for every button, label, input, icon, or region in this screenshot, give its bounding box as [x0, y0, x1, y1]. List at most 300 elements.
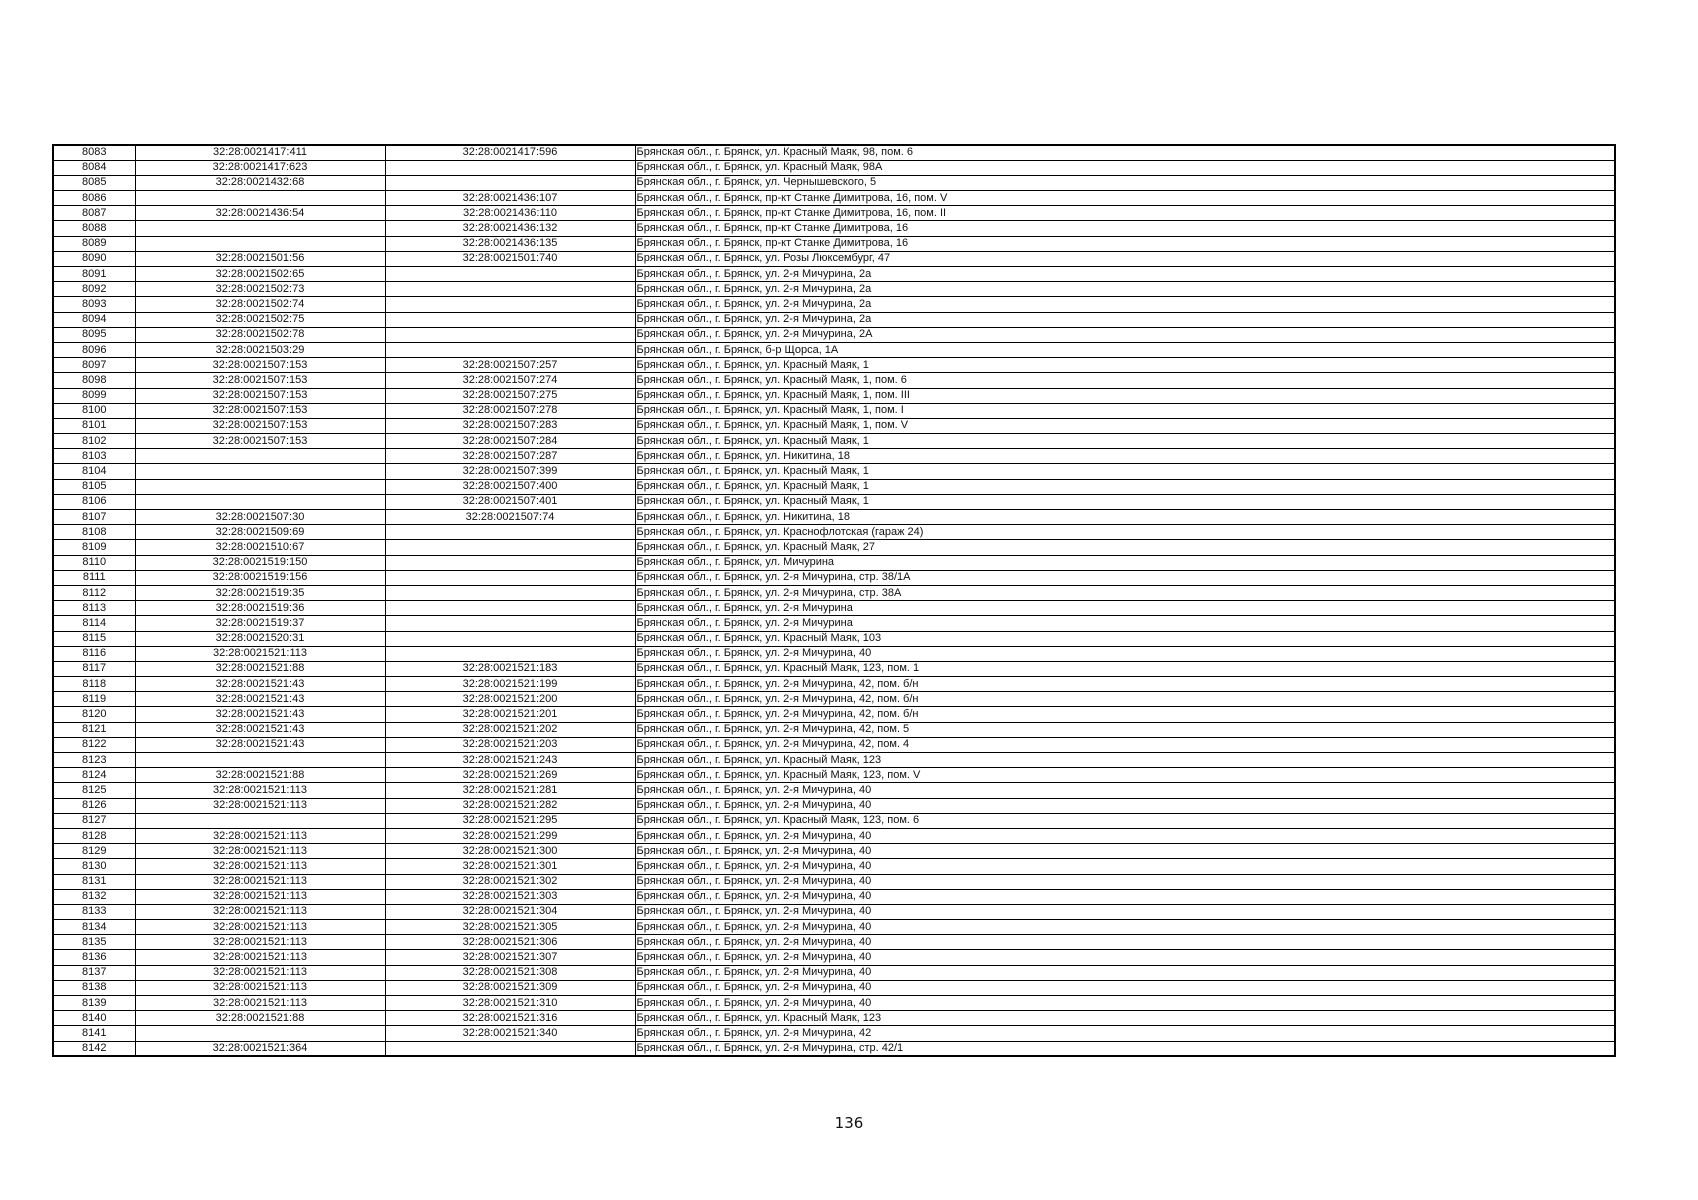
- table-row: [53, 479, 1615, 494]
- parcel-number-cell: 32:28:0021521:113: [135, 646, 385, 661]
- row-number-cell: 8120: [53, 707, 135, 722]
- address-cell: Брянская обл., г. Брянск, ул. Красный Маяк, 1: [635, 464, 1615, 479]
- parcel-number-cell: 32:28:0021501:56: [135, 251, 385, 266]
- object-number-cell: [385, 327, 635, 342]
- object-number-cell: 32:28:0021501:740: [385, 251, 635, 266]
- parcel-number-cell: [135, 1026, 385, 1041]
- row-number-cell: 8105: [53, 479, 135, 494]
- parcel-number-cell: 32:28:0021519:37: [135, 616, 385, 631]
- row-number-cell: 8117: [53, 661, 135, 676]
- table-row: [53, 236, 1615, 251]
- address-cell: Брянская обл., г. Брянск, ул. 2-я Мичурина, 42, пом. б/н: [635, 677, 1615, 692]
- row-number-cell: 8096: [53, 342, 135, 357]
- object-number-cell: [385, 160, 635, 175]
- row-number-cell: 8113: [53, 601, 135, 616]
- address-cell: Брянская обл., г. Брянск, ул. 2-я Мичурина, 40: [635, 996, 1615, 1011]
- object-number-cell: 32:28:0021521:282: [385, 798, 635, 813]
- object-number-cell: 32:28:0021521:202: [385, 722, 635, 737]
- object-number-cell: 32:28:0021521:308: [385, 965, 635, 980]
- table-row: [53, 358, 1615, 373]
- row-number-cell: 8092: [53, 282, 135, 297]
- row-number-cell: 8106: [53, 494, 135, 509]
- table-row: [53, 859, 1615, 874]
- row-number-cell: 8133: [53, 904, 135, 919]
- row-number-cell: 8101: [53, 418, 135, 433]
- object-number-cell: 32:28:0021507:399: [385, 464, 635, 479]
- address-cell: Брянская обл., г. Брянск, ул. 2-я Мичурина, 40: [635, 950, 1615, 965]
- address-cell: Брянская обл., г. Брянск, ул. 2-я Мичурина, 40: [635, 844, 1615, 859]
- table-row: [53, 510, 1615, 525]
- table-row: [53, 828, 1615, 843]
- row-number-cell: 8131: [53, 874, 135, 889]
- parcel-number-cell: [135, 464, 385, 479]
- parcel-number-cell: 32:28:0021507:153: [135, 388, 385, 403]
- row-number-cell: 8110: [53, 555, 135, 570]
- address-cell: Брянская обл., г. Брянск, ул. Красный Маяк, 1, пом. III: [635, 388, 1615, 403]
- object-number-cell: [385, 267, 635, 282]
- table-row: [53, 935, 1615, 950]
- table-row: [53, 373, 1615, 388]
- table-row: [53, 783, 1615, 798]
- address-cell: Брянская обл., г. Брянск, ул. 2-я Мичурина, 40: [635, 904, 1615, 919]
- parcel-number-cell: [135, 236, 385, 251]
- address-cell: Брянская обл., г. Брянск, ул. 2-я Мичурина, 40: [635, 980, 1615, 995]
- address-cell: Брянская обл., г. Брянск, пр-кт Станке Димитрова, 16: [635, 221, 1615, 236]
- parcel-number-cell: 32:28:0021521:43: [135, 707, 385, 722]
- parcel-number-cell: 32:28:0021521:113: [135, 828, 385, 843]
- table-row: [53, 996, 1615, 1011]
- row-number-cell: 8098: [53, 373, 135, 388]
- parcel-number-cell: [135, 813, 385, 828]
- address-cell: Брянская обл., г. Брянск, ул. Красный Маяк, 1: [635, 434, 1615, 449]
- parcel-number-cell: 32:28:0021432:68: [135, 175, 385, 190]
- parcel-number-cell: 32:28:0021519:156: [135, 570, 385, 585]
- row-number-cell: 8121: [53, 722, 135, 737]
- object-number-cell: 32:28:0021521:183: [385, 661, 635, 676]
- parcel-number-cell: 32:28:0021521:113: [135, 980, 385, 995]
- table-body: [53, 145, 1615, 1056]
- address-cell: Брянская обл., г. Брянск, ул. 2-я Мичурина, 40: [635, 646, 1615, 661]
- row-number-cell: 8091: [53, 267, 135, 282]
- address-cell: Брянская обл., г. Брянск, ул. Красный Маяк, 123, пом. 1: [635, 661, 1615, 676]
- object-number-cell: 32:28:0021507:400: [385, 479, 635, 494]
- object-number-cell: 32:28:0021521:304: [385, 904, 635, 919]
- row-number-cell: 8090: [53, 251, 135, 266]
- row-number-cell: 8097: [53, 358, 135, 373]
- address-cell: Брянская обл., г. Брянск, ул. Красный Маяк, 123: [635, 1011, 1615, 1026]
- address-cell: Брянская обл., г. Брянск, ул. 2-я Мичурина: [635, 601, 1615, 616]
- object-number-cell: 32:28:0021507:275: [385, 388, 635, 403]
- row-number-cell: 8083: [53, 145, 135, 160]
- parcel-number-cell: 32:28:0021519:150: [135, 555, 385, 570]
- row-number-cell: 8138: [53, 980, 135, 995]
- table-row: [53, 1011, 1615, 1026]
- table-row: [53, 722, 1615, 737]
- object-number-cell: [385, 540, 635, 555]
- parcel-number-cell: [135, 221, 385, 236]
- row-number-cell: 8135: [53, 935, 135, 950]
- row-number-cell: 8095: [53, 327, 135, 342]
- object-number-cell: 32:28:0021521:309: [385, 980, 635, 995]
- parcel-number-cell: 32:28:0021519:36: [135, 601, 385, 616]
- parcel-number-cell: 32:28:0021507:153: [135, 403, 385, 418]
- row-number-cell: 8123: [53, 753, 135, 768]
- address-cell: Брянская обл., г. Брянск, ул. 2-я Мичурина, 40: [635, 920, 1615, 935]
- row-number-cell: 8140: [53, 1011, 135, 1026]
- address-cell: Брянская обл., г. Брянск, ул. 2-я Мичурина, 2а: [635, 267, 1615, 282]
- object-number-cell: 32:28:0021436:132: [385, 221, 635, 236]
- object-number-cell: [385, 570, 635, 585]
- address-cell: Брянская обл., г. Брянск, пр-кт Станке Димитрова, 16, пом. II: [635, 206, 1615, 221]
- table-row: [53, 1041, 1615, 1056]
- parcel-number-cell: 32:28:0021502:74: [135, 297, 385, 312]
- object-number-cell: [385, 342, 635, 357]
- row-number-cell: 8142: [53, 1041, 135, 1056]
- row-number-cell: 8118: [53, 677, 135, 692]
- parcel-number-cell: 32:28:0021521:113: [135, 935, 385, 950]
- parcel-number-cell: 32:28:0021519:35: [135, 585, 385, 600]
- row-number-cell: 8093: [53, 297, 135, 312]
- parcel-number-cell: 32:28:0021521:113: [135, 798, 385, 813]
- object-number-cell: 32:28:0021507:284: [385, 434, 635, 449]
- table-row: [53, 920, 1615, 935]
- table-row: [53, 661, 1615, 676]
- address-cell: Брянская обл., г. Брянск, ул. 2-я Мичурина, 42, пом. 4: [635, 737, 1615, 752]
- row-number-cell: 8102: [53, 434, 135, 449]
- table-row: [53, 753, 1615, 768]
- table-row: [53, 692, 1615, 707]
- object-number-cell: [385, 585, 635, 600]
- address-cell: Брянская обл., г. Брянск, б-р Щорса, 1А: [635, 342, 1615, 357]
- address-cell: Брянская обл., г. Брянск, ул. 2-я Мичурина, 40: [635, 828, 1615, 843]
- table-row: [53, 646, 1615, 661]
- page-number: 136: [834, 1114, 864, 1132]
- table-row: [53, 570, 1615, 585]
- table-row: [53, 403, 1615, 418]
- row-number-cell: 8112: [53, 585, 135, 600]
- address-cell: Брянская обл., г. Брянск, ул. Красный Маяк, 27: [635, 540, 1615, 555]
- table-row: [53, 434, 1615, 449]
- object-number-cell: 32:28:0021521:340: [385, 1026, 635, 1041]
- parcel-number-cell: 32:28:0021521:113: [135, 783, 385, 798]
- table-row: [53, 525, 1615, 540]
- address-cell: Брянская обл., г. Брянск, ул. 2-я Мичурина, 40: [635, 783, 1615, 798]
- address-cell: Брянская обл., г. Брянск, ул. Красный Маяк, 1: [635, 358, 1615, 373]
- address-cell: Брянская обл., г. Брянск, ул. 2-я Мичурина, 2а: [635, 282, 1615, 297]
- object-number-cell: 32:28:0021521:302: [385, 874, 635, 889]
- parcel-number-cell: 32:28:0021436:54: [135, 206, 385, 221]
- parcel-number-cell: 32:28:0021510:67: [135, 540, 385, 555]
- row-number-cell: 8122: [53, 737, 135, 752]
- address-cell: Брянская обл., г. Брянск, ул. Красный Маяк, 1: [635, 494, 1615, 509]
- object-number-cell: [385, 616, 635, 631]
- table-row: [53, 221, 1615, 236]
- table-row: [53, 1026, 1615, 1041]
- table-row: [53, 206, 1615, 221]
- row-number-cell: 8104: [53, 464, 135, 479]
- object-number-cell: [385, 601, 635, 616]
- object-number-cell: 32:28:0021521:301: [385, 859, 635, 874]
- row-number-cell: 8139: [53, 996, 135, 1011]
- data-table: [52, 144, 1616, 1057]
- address-cell: Брянская обл., г. Брянск, ул. 2-я Мичурина, 2а: [635, 297, 1615, 312]
- parcel-number-cell: 32:28:0021521:113: [135, 889, 385, 904]
- row-number-cell: 8134: [53, 920, 135, 935]
- table-row: [53, 585, 1615, 600]
- address-cell: Брянская обл., г. Брянск, ул. Красный Маяк, 1, пом. I: [635, 403, 1615, 418]
- object-number-cell: [385, 297, 635, 312]
- parcel-number-cell: [135, 449, 385, 464]
- object-number-cell: 32:28:0021507:74: [385, 510, 635, 525]
- table-row: [53, 327, 1615, 342]
- address-cell: Брянская обл., г. Брянск, ул. Мичурина: [635, 555, 1615, 570]
- row-number-cell: 8087: [53, 206, 135, 221]
- table-row: [53, 388, 1615, 403]
- address-cell: Брянская обл., г. Брянск, ул. 2-я Мичурина, 40: [635, 798, 1615, 813]
- table-row: [53, 160, 1615, 175]
- row-number-cell: 8086: [53, 191, 135, 206]
- object-number-cell: [385, 525, 635, 540]
- object-number-cell: [385, 282, 635, 297]
- object-number-cell: 32:28:0021417:596: [385, 145, 635, 160]
- object-number-cell: 32:28:0021507:287: [385, 449, 635, 464]
- table-row: [53, 677, 1615, 692]
- row-number-cell: 8111: [53, 570, 135, 585]
- address-cell: Брянская обл., г. Брянск, ул. 2-я Мичурина, 42, пом. б/н: [635, 707, 1615, 722]
- parcel-number-cell: 32:28:0021509:69: [135, 525, 385, 540]
- parcel-number-cell: 32:28:0021520:31: [135, 631, 385, 646]
- object-number-cell: [385, 312, 635, 327]
- parcel-number-cell: 32:28:0021521:113: [135, 859, 385, 874]
- table-row: [53, 297, 1615, 312]
- table-row: [53, 889, 1615, 904]
- row-number-cell: 8128: [53, 828, 135, 843]
- row-number-cell: 8115: [53, 631, 135, 646]
- address-cell: Брянская обл., г. Брянск, ул. Краснофлотская (гараж 24): [635, 525, 1615, 540]
- object-number-cell: [385, 175, 635, 190]
- row-number-cell: 8124: [53, 768, 135, 783]
- address-cell: Брянская обл., г. Брянск, ул. 2-я Мичурина: [635, 616, 1615, 631]
- object-number-cell: [385, 631, 635, 646]
- table-row: [53, 904, 1615, 919]
- parcel-number-cell: [135, 753, 385, 768]
- parcel-number-cell: 32:28:0021521:113: [135, 844, 385, 859]
- parcel-number-cell: 32:28:0021521:113: [135, 920, 385, 935]
- object-number-cell: 32:28:0021521:203: [385, 737, 635, 752]
- object-number-cell: 32:28:0021507:278: [385, 403, 635, 418]
- parcel-number-cell: 32:28:0021502:73: [135, 282, 385, 297]
- object-number-cell: 32:28:0021521:299: [385, 828, 635, 843]
- parcel-number-cell: 32:28:0021507:153: [135, 434, 385, 449]
- row-number-cell: 8084: [53, 160, 135, 175]
- table-row: [53, 342, 1615, 357]
- address-cell: Брянская обл., г. Брянск, ул. 2-я Мичурина, стр. 38/1А: [635, 570, 1615, 585]
- parcel-number-cell: [135, 191, 385, 206]
- parcel-number-cell: 32:28:0021521:113: [135, 965, 385, 980]
- address-cell: Брянская обл., г. Брянск, ул. Красный Маяк, 1, пом. V: [635, 418, 1615, 433]
- row-number-cell: 8108: [53, 525, 135, 540]
- table-row: [53, 449, 1615, 464]
- address-cell: Брянская обл., г. Брянск, ул. 2-я Мичурина, 2а: [635, 312, 1615, 327]
- row-number-cell: 8088: [53, 221, 135, 236]
- address-cell: Брянская обл., г. Брянск, пр-кт Станке Димитрова, 16, пом. V: [635, 191, 1615, 206]
- table-row: [53, 631, 1615, 646]
- table-row: [53, 965, 1615, 980]
- table-row: [53, 874, 1615, 889]
- row-number-cell: 8136: [53, 950, 135, 965]
- object-number-cell: 32:28:0021521:306: [385, 935, 635, 950]
- object-number-cell: 32:28:0021521:316: [385, 1011, 635, 1026]
- row-number-cell: 8116: [53, 646, 135, 661]
- address-cell: Брянская обл., г. Брянск, ул. 2-я Мичурина, 40: [635, 889, 1615, 904]
- table-row: [53, 798, 1615, 813]
- address-cell: Брянская обл., г. Брянск, ул. 2-я Мичурина, стр. 38А: [635, 585, 1615, 600]
- object-number-cell: 32:28:0021521:199: [385, 677, 635, 692]
- parcel-number-cell: 32:28:0021521:113: [135, 904, 385, 919]
- row-number-cell: 8127: [53, 813, 135, 828]
- object-number-cell: 32:28:0021507:274: [385, 373, 635, 388]
- address-cell: Брянская обл., г. Брянск, ул. 2-я Мичурина, 40: [635, 859, 1615, 874]
- address-cell: Брянская обл., г. Брянск, ул. 2-я Мичурина, стр. 42/1: [635, 1041, 1615, 1056]
- object-number-cell: 32:28:0021521:281: [385, 783, 635, 798]
- table-row: [53, 494, 1615, 509]
- object-number-cell: 32:28:0021521:300: [385, 844, 635, 859]
- object-number-cell: 32:28:0021521:295: [385, 813, 635, 828]
- address-cell: Брянская обл., г. Брянск, ул. Красный Маяк, 98, пом. 6: [635, 145, 1615, 160]
- object-number-cell: [385, 555, 635, 570]
- row-number-cell: 8085: [53, 175, 135, 190]
- address-cell: Брянская обл., г. Брянск, ул. Красный Маяк, 1: [635, 479, 1615, 494]
- address-cell: Брянская обл., г. Брянск, ул. 2-я Мичурина, 42, пом. 5: [635, 722, 1615, 737]
- object-number-cell: 32:28:0021521:310: [385, 996, 635, 1011]
- object-number-cell: 32:28:0021436:135: [385, 236, 635, 251]
- table-row: [53, 950, 1615, 965]
- table-row: [53, 191, 1615, 206]
- parcel-number-cell: 32:28:0021502:75: [135, 312, 385, 327]
- address-cell: Брянская обл., г. Брянск, ул. Красный Маяк, 123, пом. 6: [635, 813, 1615, 828]
- object-number-cell: 32:28:0021521:303: [385, 889, 635, 904]
- row-number-cell: 8103: [53, 449, 135, 464]
- object-number-cell: 32:28:0021521:243: [385, 753, 635, 768]
- address-cell: Брянская обл., г. Брянск, ул. Никитина, 18: [635, 510, 1615, 525]
- object-number-cell: [385, 1041, 635, 1056]
- row-number-cell: 8141: [53, 1026, 135, 1041]
- address-cell: Брянская обл., г. Брянск, ул. 2-я Мичурина, 40: [635, 874, 1615, 889]
- row-number-cell: 8099: [53, 388, 135, 403]
- parcel-number-cell: 32:28:0021521:88: [135, 661, 385, 676]
- row-number-cell: 8129: [53, 844, 135, 859]
- row-number-cell: 8137: [53, 965, 135, 980]
- parcel-number-cell: 32:28:0021502:65: [135, 267, 385, 282]
- row-number-cell: 8119: [53, 692, 135, 707]
- table-row: [53, 616, 1615, 631]
- address-cell: Брянская обл., г. Брянск, пр-кт Станке Димитрова, 16: [635, 236, 1615, 251]
- table-row: [53, 312, 1615, 327]
- parcel-number-cell: 32:28:0021502:78: [135, 327, 385, 342]
- table-row: [53, 844, 1615, 859]
- parcel-number-cell: 32:28:0021521:43: [135, 692, 385, 707]
- row-number-cell: 8126: [53, 798, 135, 813]
- parcel-number-cell: 32:28:0021507:153: [135, 418, 385, 433]
- table-row: [53, 175, 1615, 190]
- parcel-number-cell: 32:28:0021521:364: [135, 1041, 385, 1056]
- object-number-cell: 32:28:0021507:257: [385, 358, 635, 373]
- row-number-cell: 8109: [53, 540, 135, 555]
- row-number-cell: 8130: [53, 859, 135, 874]
- table-row: [53, 464, 1615, 479]
- parcel-number-cell: 32:28:0021521:88: [135, 1011, 385, 1026]
- address-cell: Брянская обл., г. Брянск, ул. Розы Люксембург, 47: [635, 251, 1615, 266]
- address-cell: Брянская обл., г. Брянск, ул. 2-я Мичурина, 2А: [635, 327, 1615, 342]
- table-row: [53, 540, 1615, 555]
- row-number-cell: 8089: [53, 236, 135, 251]
- object-number-cell: 32:28:0021521:201: [385, 707, 635, 722]
- address-cell: Брянская обл., г. Брянск, ул. Никитина, 18: [635, 449, 1615, 464]
- row-number-cell: 8107: [53, 510, 135, 525]
- address-cell: Брянская обл., г. Брянск, ул. Красный Маяк, 1, пом. 6: [635, 373, 1615, 388]
- address-cell: Брянская обл., г. Брянск, ул. Чернышевского, 5: [635, 175, 1615, 190]
- table-row: [53, 813, 1615, 828]
- object-number-cell: 32:28:0021521:307: [385, 950, 635, 965]
- parcel-number-cell: 32:28:0021417:623: [135, 160, 385, 175]
- address-cell: Брянская обл., г. Брянск, ул. Красный Маяк, 98А: [635, 160, 1615, 175]
- object-number-cell: 32:28:0021507:401: [385, 494, 635, 509]
- table-row: [53, 737, 1615, 752]
- table-row: [53, 601, 1615, 616]
- parcel-number-cell: 32:28:0021521:43: [135, 737, 385, 752]
- row-number-cell: 8132: [53, 889, 135, 904]
- parcel-number-cell: 32:28:0021507:153: [135, 358, 385, 373]
- table-row: [53, 555, 1615, 570]
- row-number-cell: 8125: [53, 783, 135, 798]
- parcel-number-cell: 32:28:0021417:411: [135, 145, 385, 160]
- table-row: [53, 145, 1615, 160]
- table-row: [53, 251, 1615, 266]
- table-row: [53, 418, 1615, 433]
- object-number-cell: 32:28:0021436:110: [385, 206, 635, 221]
- table-row: [53, 282, 1615, 297]
- object-number-cell: 32:28:0021507:283: [385, 418, 635, 433]
- table-row: [53, 980, 1615, 995]
- table-row: [53, 707, 1615, 722]
- row-number-cell: 8114: [53, 616, 135, 631]
- address-cell: Брянская обл., г. Брянск, ул. Красный Маяк, 103: [635, 631, 1615, 646]
- address-cell: Брянская обл., г. Брянск, ул. Красный Маяк, 123: [635, 753, 1615, 768]
- parcel-number-cell: 32:28:0021521:113: [135, 996, 385, 1011]
- parcel-number-cell: 32:28:0021503:29: [135, 342, 385, 357]
- row-number-cell: 8100: [53, 403, 135, 418]
- table-row: [53, 267, 1615, 282]
- address-cell: Брянская обл., г. Брянск, ул. 2-я Мичурина, 40: [635, 935, 1615, 950]
- object-number-cell: 32:28:0021436:107: [385, 191, 635, 206]
- row-number-cell: 8094: [53, 312, 135, 327]
- parcel-number-cell: [135, 494, 385, 509]
- parcel-number-cell: 32:28:0021521:43: [135, 722, 385, 737]
- parcel-number-cell: 32:28:0021507:153: [135, 373, 385, 388]
- object-number-cell: 32:28:0021521:269: [385, 768, 635, 783]
- parcel-number-cell: [135, 479, 385, 494]
- address-cell: Брянская обл., г. Брянск, ул. 2-я Мичурина, 40: [635, 965, 1615, 980]
- object-number-cell: 32:28:0021521:200: [385, 692, 635, 707]
- parcel-number-cell: 32:28:0021521:113: [135, 950, 385, 965]
- parcel-number-cell: 32:28:0021507:30: [135, 510, 385, 525]
- parcel-number-cell: 32:28:0021521:88: [135, 768, 385, 783]
- address-cell: Брянская обл., г. Брянск, ул. Красный Маяк, 123, пом. V: [635, 768, 1615, 783]
- parcel-number-cell: 32:28:0021521:113: [135, 874, 385, 889]
- object-number-cell: [385, 646, 635, 661]
- table-row: [53, 768, 1615, 783]
- object-number-cell: 32:28:0021521:305: [385, 920, 635, 935]
